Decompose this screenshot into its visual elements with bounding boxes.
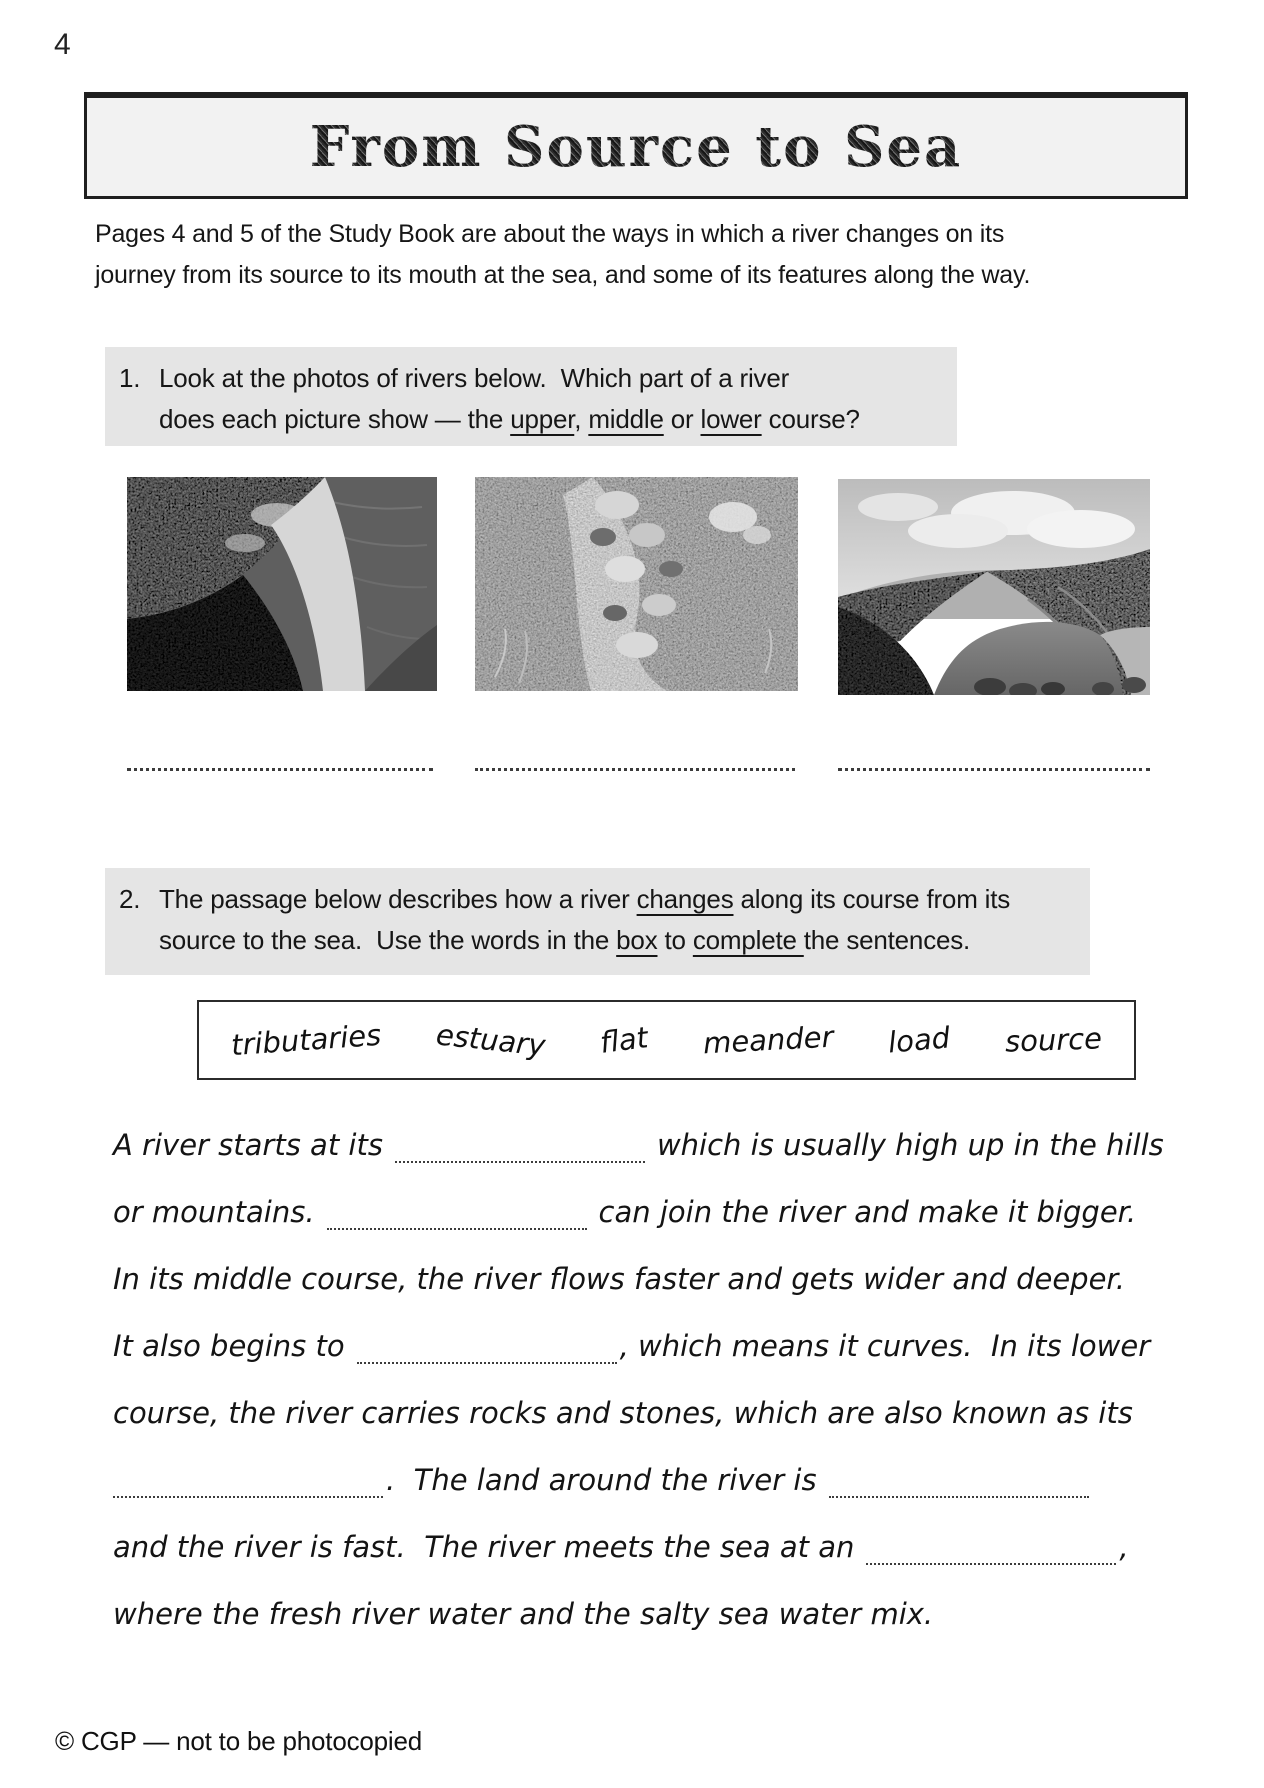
word-bank-item: source <box>1004 1021 1103 1059</box>
cloze-passage <box>113 1112 1188 1648</box>
fill-in-blank-meander[interactable] <box>357 1332 617 1364</box>
aerial-river-estuary-photo <box>127 477 437 691</box>
underlined-word-complete: complete <box>692 925 804 955</box>
word-bank-item: meander <box>702 1019 835 1061</box>
fill-in-blank-source[interactable] <box>395 1131 645 1163</box>
question-2-number: 2. <box>119 884 141 914</box>
question-1-number: 1. <box>119 363 141 393</box>
question-2-line-2: source to the sea. Use the words in the box to complete the sentences. <box>159 925 971 955</box>
passage-line: or mountains. can join the river and make it bigger. <box>113 1195 1137 1229</box>
passage-line: and the river is fast. The river meets the sea at an , <box>113 1530 1129 1564</box>
intro-paragraph <box>95 214 1030 296</box>
photo-answer-line[interactable] <box>838 748 1150 771</box>
question-1-line-1: Look at the photos of rivers below. Which part of a river <box>159 363 790 393</box>
fill-in-blank-flat[interactable] <box>829 1466 1089 1498</box>
rocky-upland-stream-photo <box>475 477 798 691</box>
question-1-box <box>105 347 957 446</box>
word-bank-box <box>197 1000 1136 1080</box>
fill-in-blank-load[interactable] <box>113 1466 383 1498</box>
title-box <box>84 92 1188 199</box>
intro-line: journey from its source to its mouth at the sea, and some of its features along the way. <box>95 261 1031 289</box>
passage-line: In its middle course, the river flows faster and gets wider and deeper. <box>113 1262 1125 1296</box>
copyright-footer: © CGP — not to be photocopied <box>55 1726 422 1756</box>
underlined-word-lower: lower <box>700 404 762 434</box>
underlined-word-box: box <box>616 925 658 955</box>
fill-in-blank-estuary[interactable] <box>866 1533 1116 1565</box>
intro-line: Pages 4 and 5 of the Study Book are about the ways in which a river changes on its <box>95 220 1005 248</box>
question-2-line-1: The passage below describes how a river changes along its course from its <box>159 884 1011 914</box>
passage-line: where the fresh river water and the salty sea water mix. <box>113 1597 934 1631</box>
passage-line: It also begins to , which means it curves. In its lower <box>113 1329 1151 1363</box>
page-title: From Source to Sea <box>309 114 963 180</box>
passage-line: course, the river carries rocks and stones, which are also known as its <box>113 1396 1133 1430</box>
river-valley-meander-photo <box>838 479 1150 695</box>
passage-line: A river starts at its which is usually high up in the hills <box>113 1128 1164 1162</box>
word-bank-item: tributaries <box>229 1017 383 1063</box>
word-bank-item: flat <box>598 1020 651 1060</box>
photo-answer-line[interactable] <box>127 748 433 771</box>
underlined-word-upper: upper <box>510 404 575 434</box>
question-2-box <box>105 868 1090 975</box>
question-1-text <box>159 358 957 440</box>
page-number: 4 <box>54 28 71 61</box>
question-1-line-2: does each picture show — the upper, middle or lower course? <box>159 404 860 434</box>
photo-answer-line[interactable] <box>475 748 795 771</box>
underlined-word-changes: changes <box>636 884 734 914</box>
fill-in-blank-tributaries[interactable] <box>327 1198 587 1230</box>
question-2-text <box>159 879 1090 961</box>
underlined-word-middle: middle <box>588 404 664 434</box>
word-bank-item: estuary <box>434 1017 548 1063</box>
passage-line: . The land around the river is <box>113 1447 1188 1514</box>
word-bank-item: load <box>886 1020 952 1060</box>
